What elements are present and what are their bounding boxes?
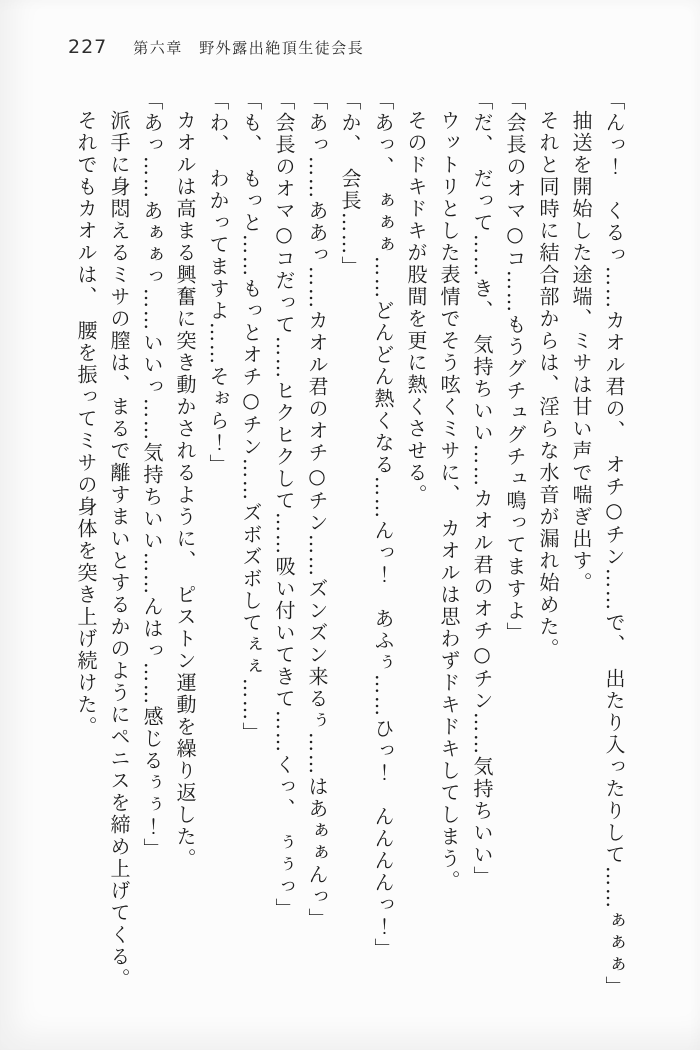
paragraph-11: 「会長のオマ○コだって……ヒクヒクして……吸い付いてきて……くっ、 ぅぅっ」 bbox=[272, 90, 296, 920]
paragraph-13: 「わ、 わかってますよ……そぉら！」 bbox=[206, 90, 230, 476]
paragraph-10: 「あっ……ああっ……カオル君のオチ○チン……ズンズン来るぅ……はあぁぁんっ」 bbox=[305, 90, 329, 930]
paragraph-12: 「も、 もっと……もっとオチ○チン……ズボズボしてぇぇ……」 bbox=[239, 90, 263, 744]
paragraph-17: それでもカオルは、 腰を振ってミサの身体を突き上げ続けた。 bbox=[74, 110, 98, 738]
novel-text-body bbox=[67, 90, 630, 1030]
paragraph-7: そのドキドキが股間を更に熱くさせる。 bbox=[404, 110, 428, 506]
paragraph-16: 派手に身悶えるミサの膣は、まるで離すまいとするかのようにペニスを締め上げてくる。 bbox=[107, 110, 131, 990]
paragraph-6: ウットリとした表情でそう呟くミサに、 カオルは思わずドキドキしてしまう。 bbox=[437, 110, 461, 892]
paragraph-9: 「か、 会長……」 bbox=[338, 90, 362, 278]
paragraph-14: カオルは高まる興奮に突き動かされるように、 ピストン運動を繰り返した。 bbox=[173, 110, 197, 870]
paragraph-15: 「あっ……あぁぁっ……いいっ……気持ちいい……んはっ……感じるぅぅ！」 bbox=[140, 90, 164, 860]
page-header bbox=[68, 36, 364, 58]
paragraph-4: 「会長のオマ○コ……もうグチュグチュ鳴ってますよ」 bbox=[503, 90, 527, 644]
paragraph-3: それと同時に結合部からは、淫らな水音が漏れ始めた。 bbox=[536, 110, 560, 660]
page-number: 227 bbox=[68, 36, 108, 58]
paragraph-8: 「あっ、 ぁぁぁ……どんどん熱くなる……んっ！ あふぅ……ひっ！ んんんんっ！」 bbox=[371, 90, 395, 960]
paragraph-1: 「んっ！ くるっ……カオル君の、 オチ○チン……で、 出たり入ったりして……ぁぁぁ」 bbox=[602, 90, 626, 998]
paragraph-5: 「だ、 だって……き、 気持ちいい……カオル君のオチ○チン……気持ちいい」 bbox=[470, 90, 494, 888]
paragraph-2: 抽送を開始した途端、ミサは甘い声で喘ぎ出す。 bbox=[569, 110, 593, 594]
chapter-title: 第六章 野外露出絶頂生徒会長 bbox=[133, 39, 365, 57]
